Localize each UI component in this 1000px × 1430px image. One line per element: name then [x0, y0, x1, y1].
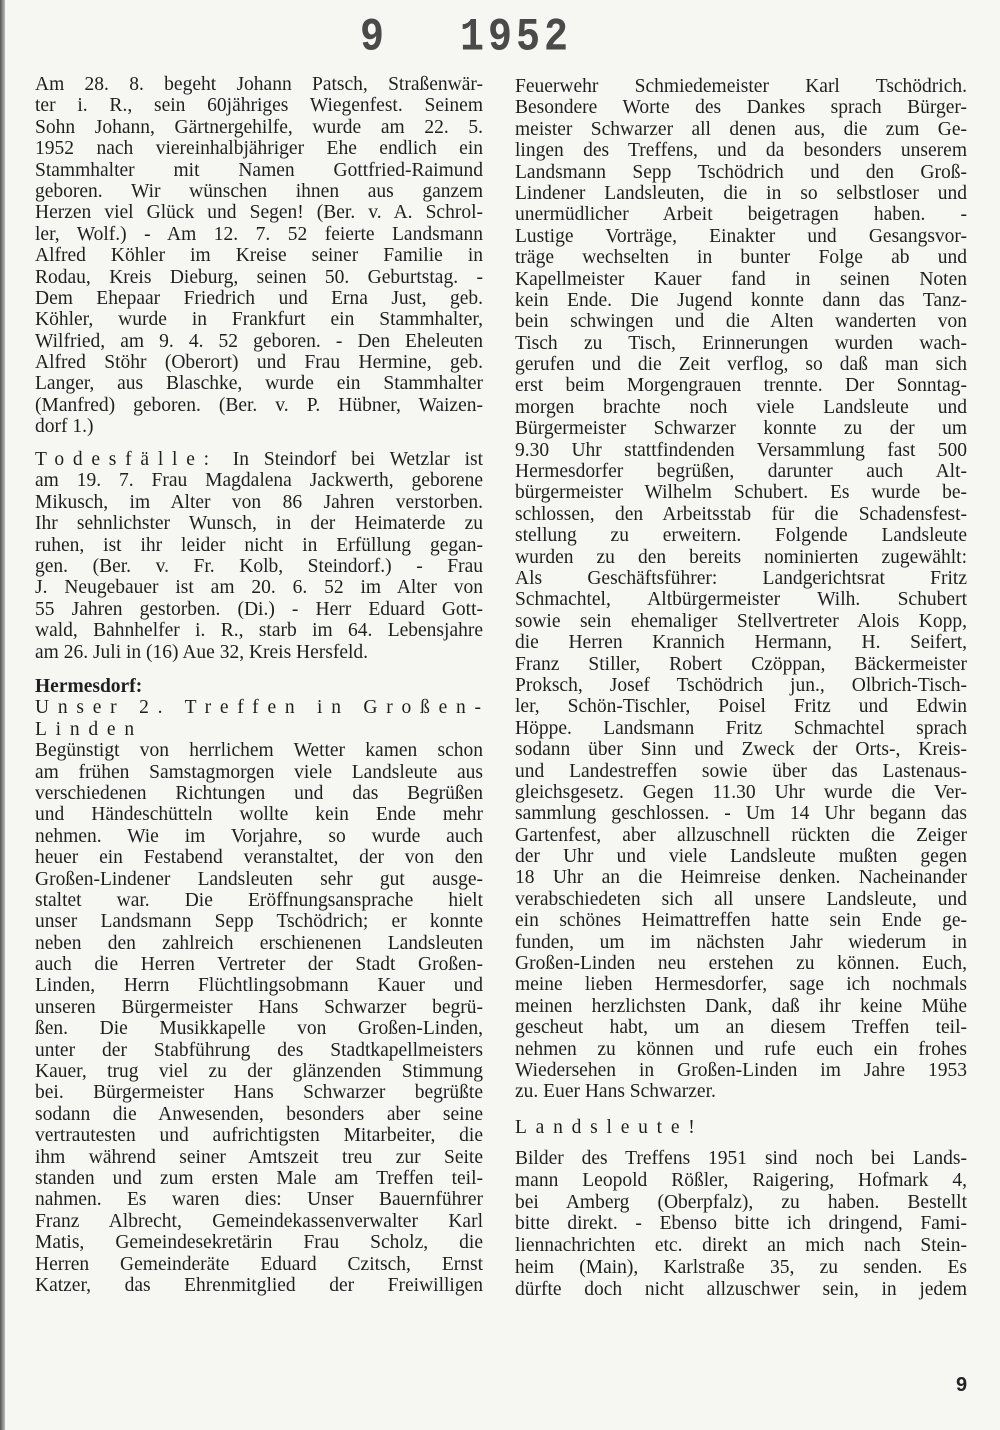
text-line: Franz Albrecht, Gemeindekassenverwalter Karl	[35, 1210, 483, 1232]
text-line: Kauer, trug viel zu der glänzenden Stimmung	[35, 1061, 483, 1083]
text-line: Begünstigt von herrlichem Wetter kamen schon	[35, 740, 483, 762]
deaths-first-line-text: In Steindorf bei Wetzlar ist	[232, 449, 483, 470]
left-paragraph-deaths	[35, 449, 483, 663]
article-title-line: Unser 2. Treffen in Großen-	[35, 697, 490, 719]
scan-edge	[0, 0, 5, 1430]
text-line: Wiedersehen in Großen-Linden im Jahre 1953	[515, 1059, 967, 1081]
text-line: Bilder des Treffens 1951 sind noch bei Lands-	[515, 1148, 967, 1169]
left-article-hermesdorf	[35, 676, 490, 1296]
text-line: bürgermeister Wilhelm Schubert. Es wurde be-	[515, 482, 967, 504]
text-line: Rodau, Kreis Dieburg, seinen 50. Geburtstag. -	[35, 266, 483, 288]
text-line: ein schönes Heimattreffen hatte sein Ende ge-	[515, 910, 967, 932]
text-line: sodann über Sinn und Zweck der Orts-, Kreis-	[515, 739, 967, 761]
text-line: Landsmann Sepp Tschödrich und den Groß-	[515, 161, 967, 183]
text-line: am 26. Juli in (16) Aue 32, Kreis Hersfeld.	[35, 641, 369, 663]
text-line: Herzen viel Glück und Segen! (Ber. v. A. Schrol-	[35, 202, 483, 224]
deaths-first-line	[35, 449, 483, 470]
text-line: am frühen Samstagmorgen viele Landsleute aus	[35, 761, 483, 783]
text-line: sammlung geschlossen. - Um 14 Uhr begann das	[515, 803, 967, 825]
text-line: Besondere Worte des Dankes sprach Bürger-	[515, 97, 967, 119]
text-line: Köhler, wurde in Frankfurt ein Stammhalter,	[35, 309, 483, 331]
text-line: Linden, Herrn Flüchtlingsobmann Kauer und	[35, 975, 483, 997]
text-line: mann Leopold Rößler, Raigering, Hofmark 4,	[515, 1169, 967, 1191]
text-line: 55 Jahren gestorben. (Di.) - Herr Eduard Gott-	[35, 598, 483, 620]
article-title-line: Linden	[35, 718, 143, 740]
text-line: Kapellmeister Kauer fand in seinen Noten	[515, 268, 967, 290]
text-line: sodann die Anwesenden, besonders aber seine	[35, 1103, 483, 1125]
text-line: gescheut habt, um an diesem Treffen teil-	[515, 1017, 967, 1039]
text-line: lingen des Treffens, und da besonders unserem	[515, 140, 967, 162]
right-paragraph-treffen	[515, 76, 967, 1103]
text-line: nehmen. Wie im Vorjahre, so wurde auch	[35, 825, 483, 847]
text-line: schlossen, den Arbeitsstab für die Schadensfest-	[515, 503, 967, 525]
text-line: standen und zum ersten Male am Treffen teil-	[35, 1167, 483, 1189]
text-line: unermüdlicher Arbeit beigetragen haben. -	[515, 204, 967, 226]
text-line: kein Ende. Die Jugend konnte dann das Tanz-	[515, 289, 967, 311]
text-line: bitte direkt. - Ebenso bitte ich dringend, Fami-	[515, 1213, 967, 1235]
text-line: J. Neugebauer ist am 20. 6. 52 im Alter von	[35, 577, 483, 599]
text-line: erst beim Morgengrauen trennte. Der Sonntag-	[515, 375, 967, 397]
text-line: 9.30 Uhr stattfindenden Versammlung fast 500	[515, 439, 967, 461]
text-line: und Landestreffen sowie über das Lastenaus-	[515, 760, 967, 782]
issue-number: 9	[360, 12, 389, 65]
text-line: dorf 1.)	[35, 416, 94, 438]
text-line: bei. Bürgermeister Hans Schwarzer begrüßte	[35, 1082, 483, 1104]
text-line: sowie sein ehemaliger Stellvertreter Alois Kopp,	[515, 610, 967, 632]
text-line: meinen herzlichsten Dank, daß ihr keine Mühe	[515, 995, 967, 1017]
text-line: heim (Main), Karlstraße 35, zu senden. Es	[515, 1256, 967, 1278]
text-line: 1952 nach viereinhalbjähriger Ehe endlich ein	[35, 138, 483, 160]
text-line: nahmen. Es waren dies: Unser Bauernführer	[35, 1189, 483, 1211]
text-line: Herren Gemeinderäte Eduard Czitsch, Ernst	[35, 1253, 483, 1275]
text-line: Alfred Stöhr (Oberort) und Frau Hermine, geb.	[35, 352, 483, 374]
text-line: Bürgermeister Schwarzer konnte zu der um	[515, 418, 967, 440]
text-line: verschiedenen Richtungen und das Begrüßen	[35, 782, 483, 804]
text-line: Dem Ehepaar Friedrich und Erna Just, geb.	[35, 287, 483, 309]
left-paragraph-births	[35, 74, 483, 438]
text-line: unser Landsmann Sepp Tschödrich; er konnte	[35, 911, 483, 933]
text-line: Großen-Lindener Landsleuten sehr gut ausge-	[35, 868, 483, 890]
text-line: Stammhalter mit Namen Gottfried-Raimund	[35, 159, 483, 181]
text-line: auch die Herren Vertreter der Stadt Großen-	[35, 954, 483, 976]
text-line: ler, Wolf.) - Am 12. 7. 52 feierte Landsmann	[35, 223, 483, 245]
text-line: geboren. Wir wünschen ihnen aus ganzem	[35, 180, 483, 202]
text-line: Lustige Vorträge, Einakter und Gesangsvor-	[515, 225, 967, 247]
page-number: 9	[956, 1374, 968, 1396]
right-paragraph-landsleute	[515, 1148, 967, 1301]
text-line: meine lieben Hermesdorfer, sage ich nochmals	[515, 974, 967, 996]
text-line: Schmachtel, Altbürgermeister Wilh. Schubert	[515, 589, 967, 611]
deaths-lead: Todesfälle:	[35, 449, 218, 470]
section-heading: Hermesdorf:	[35, 676, 143, 697]
text-line: staltet war. Die Eröffnungsansprache hielt	[35, 889, 483, 911]
article-body	[35, 740, 483, 1296]
text-line: Großen-Linden neu erstehen zu können. Euch,	[515, 953, 967, 975]
text-line: Franz Stiller, Robert Czöppan, Bäckermeister	[515, 653, 967, 675]
text-line: (Manfred) geboren. (Ber. v. P. Hübner, Waizen-	[35, 394, 483, 416]
text-line: bein schwingen und die Alten wanderten von	[515, 311, 967, 333]
text-line: bei Amberg (Oberpfalz), zu haben. Bestellt	[515, 1191, 967, 1213]
text-line: Matis, Gemeindesekretärin Frau Scholz, die	[35, 1232, 483, 1254]
text-line: Katzer, das Ehrenmitglied der Freiwilligen	[35, 1274, 483, 1296]
text-line: neben den zahlreich erschienenen Landsleuten	[35, 932, 483, 954]
text-line: Langer, aus Blaschke, wurde ein Stammhalter	[35, 373, 483, 395]
text-line: ruhen, ist ihr leider nicht in Erfüllung gegan-	[35, 534, 483, 556]
text-line: gerufen und die Zeit verflog, so daß man sich	[515, 354, 967, 376]
text-line: meister Schwarzer all denen aus, die zum Ge-	[515, 118, 967, 140]
text-line: ter i. R., sein 60jähriges Wiegenfest. Seinem	[35, 95, 483, 117]
text-line: Wilfried, am 9. 4. 52 geboren. - Den Eheleuten	[35, 330, 483, 352]
text-line: heuer ein Festabend veranstaltet, der von den	[35, 847, 483, 869]
text-line: Hermesdorfer begrüßen, darunter auch Alt-	[515, 461, 967, 483]
issue-year: 1952	[460, 12, 573, 65]
text-line: und Händeschütteln wollte kein Ende mehr	[35, 804, 483, 826]
text-line: unter der Stabführung des Stadtkapellmeisters	[35, 1039, 483, 1061]
text-line: Proksch, Josef Tschödrich jun., Olbrich-Tisch-	[515, 674, 967, 696]
deaths-lines	[35, 470, 483, 663]
text-line: 18 Uhr an die Heimreise denken. Nacheinander	[515, 867, 967, 889]
text-line: verabschiedeten sich all unsere Landsleute, und	[515, 888, 967, 910]
text-line: die Herren Krannich Hermann, H. Seifert,	[515, 632, 967, 654]
text-line: gen. (Ber. v. Fr. Kolb, Steindorf.) - Frau	[35, 555, 483, 577]
text-line: stellung zu erweitern. Folgende Landsleute	[515, 525, 967, 547]
text-line: Tisch zu Tisch, Erinnerungen wurden wach-	[515, 332, 967, 354]
text-line: träge wechselten in bunter Folge ab und	[515, 247, 967, 269]
right-heading-landsleute	[515, 1117, 967, 1138]
text-line: Gartenfest, aber allzuschnell rückten die Zeiger	[515, 824, 967, 846]
text-line: ler, Schön-Tischler, Poisel Fritz und Edwin	[515, 696, 967, 718]
text-line: Sohn Johann, Gärtnergehilfe, wurde am 22. 5.	[35, 116, 483, 138]
text-line: nehmen zu können und rufe euch ein frohes	[515, 1038, 967, 1060]
text-line: am 19. 7. Frau Magdalena Jackwerth, geborene	[35, 470, 483, 492]
text-line: ihm während seiner Amtszeit treu zur Seite	[35, 1146, 483, 1168]
text-line: zu. Euer Hans Schwarzer.	[515, 1081, 716, 1103]
text-line: wurden zu den bereits nominierten zugewählt:	[515, 546, 967, 568]
text-line: unseren Bürgermeister Hans Schwarzer begrü-	[35, 996, 483, 1018]
landsleute-heading: Landsleute!	[515, 1117, 704, 1138]
text-line: Feuerwehr Schmiedemeister Karl Tschödrich.	[515, 76, 967, 97]
text-line: morgen brachte noch viele Landsleute und	[515, 396, 967, 418]
text-line: funden, um im nächsten Jahr wiederum in	[515, 931, 967, 953]
text-line: Alfred Köhler im Kreise seiner Familie in	[35, 245, 483, 267]
text-line: Höppe. Landsmann Fritz Schmachtel sprach	[515, 717, 967, 739]
text-line: Als Geschäftsführer: Landgerichtsrat Fritz	[515, 567, 967, 589]
text-line: gleichsgesetz. Gegen 11.30 Uhr wurde die Ver-	[515, 781, 967, 803]
text-line: Mikusch, im Alter von 86 Jahren verstorben.	[35, 491, 483, 513]
text-line: vertrautesten und aufrichtigsten Mitarbeiter, die	[35, 1125, 483, 1147]
text-line: Am 28. 8. begeht Johann Patsch, Straßenwär-	[35, 74, 483, 95]
text-line: wald, Bahnhelfer i. R., starb im 64. Lebensjahre	[35, 620, 483, 642]
text-line: dürfte doch nicht allzuschwer sein, in jedem	[515, 1278, 967, 1300]
text-line: ßen. Die Musikkapelle von Großen-Linden,	[35, 1018, 483, 1040]
text-line: Lindener Landsleuten, die in so selbstloser und	[515, 182, 967, 204]
text-line: liennachrichten etc. direkt an mich nach Stein-	[515, 1235, 967, 1257]
text-line: Ihr sehnlichster Wunsch, in der Heimaterde zu	[35, 513, 483, 535]
text-line: der Uhr und viele Landsleute mußten gegen	[515, 846, 967, 868]
